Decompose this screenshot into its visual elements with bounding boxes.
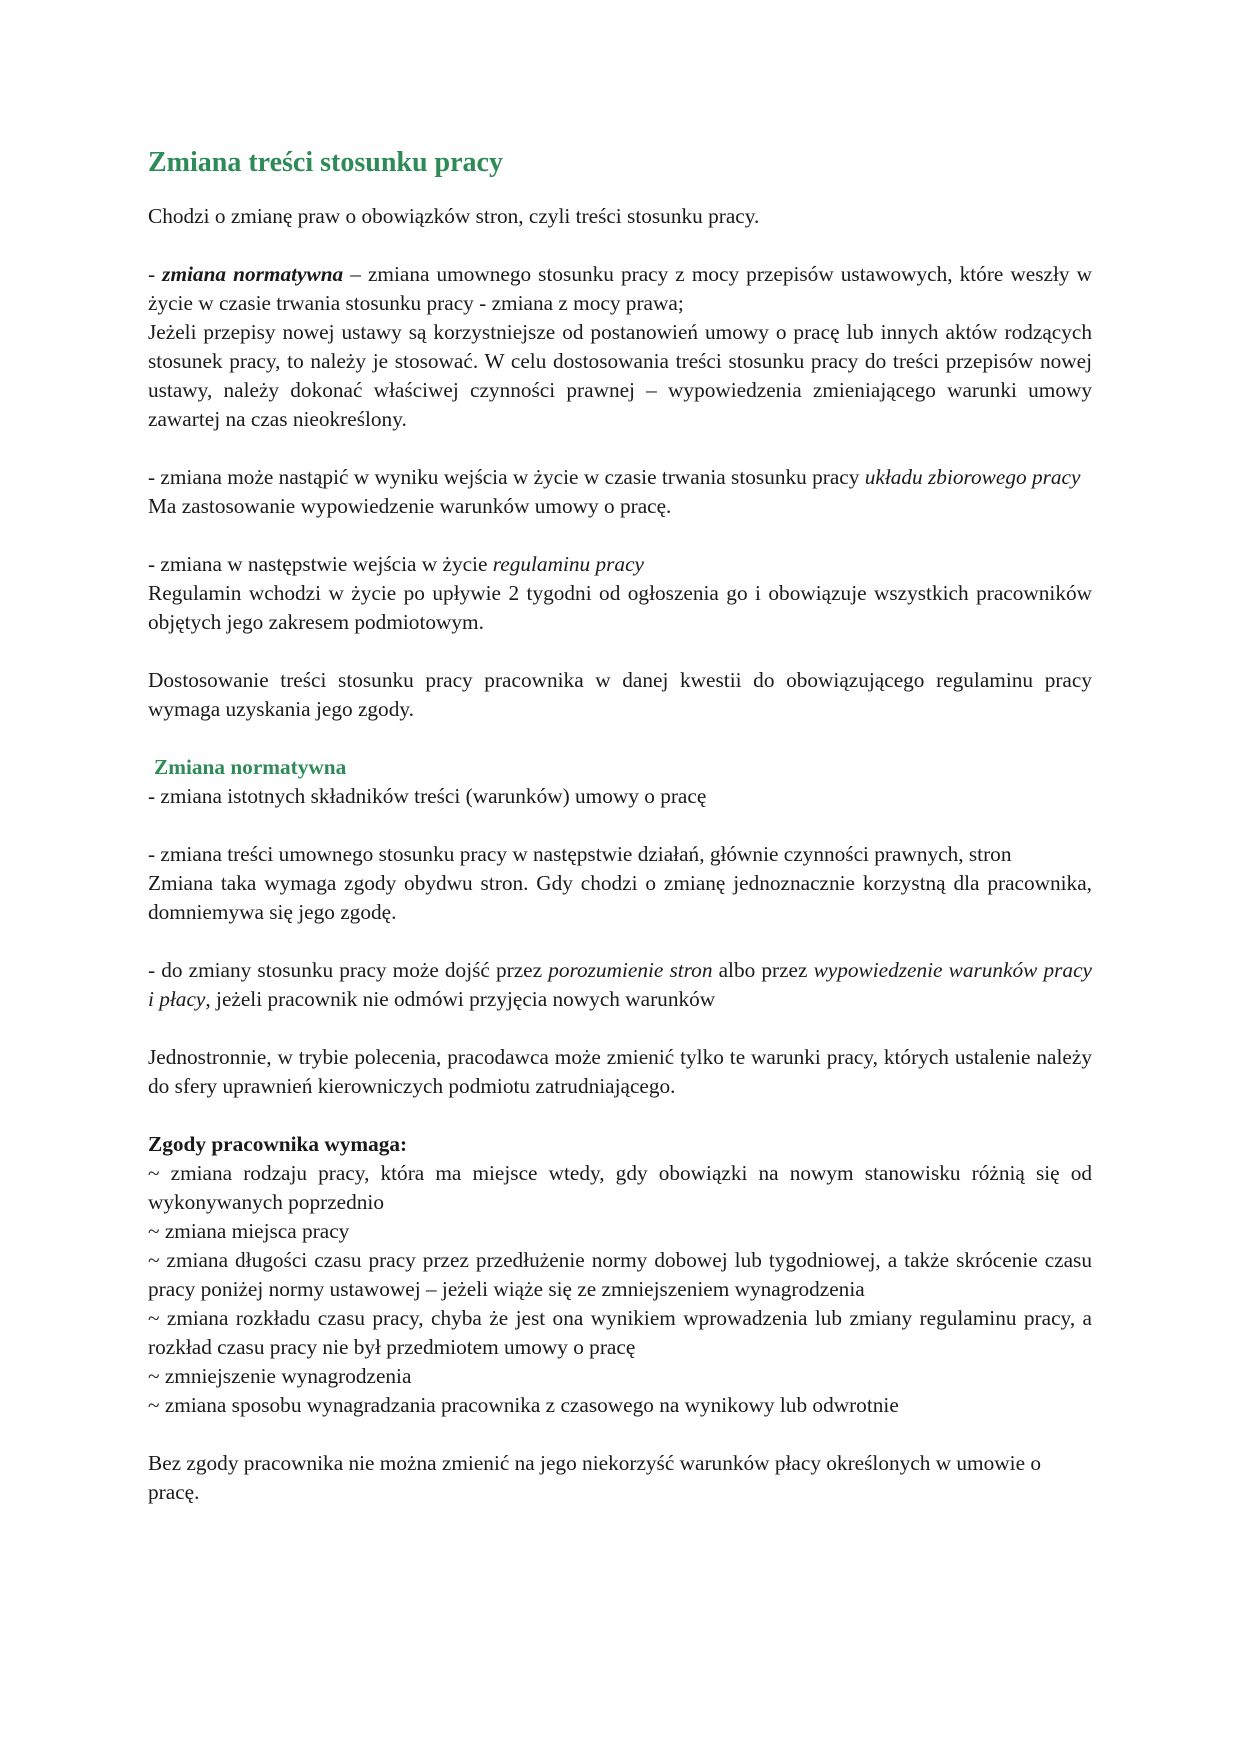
work-regulations-details: Regulamin wchodzi w życie po upływie 2 tygodni od ogłoszenia go i obowiązuje wszystkich pracowników objętych jego zakresem podmiotowym. xyxy=(148,581,1092,634)
consent-item: ~ zmiana sposobu wynagradzania pracownika z czasowego na wynikowy lub odwrotnie xyxy=(148,1393,899,1417)
mutual-agreement-term: porozumienie stron xyxy=(548,958,713,982)
final-paragraph: Bez zgody pracownika nie można zmienić na jego niekorzyść warunków płacy określonych w umowie o pracę. xyxy=(148,1451,1041,1504)
consent-item: ~ zmiana długości czasu pracy przez przedłużenie normy dobowej lub tygodniowej, a także skrócenie czasu pracy poniżej normy ustawowej – jeżeli wiąże się ze zmniejszeniem wynagrodzenia xyxy=(148,1248,1092,1301)
consent-heading: Zgody pracownika wymaga: xyxy=(148,1132,408,1156)
collective-agreement-paragraph: - zmiana może nastąpić w wyniku wejścia w życie w czasie trwania stosunku pracy układu zbiorowego pracy xyxy=(148,465,1081,489)
consent-item: ~ zmiana rodzaju pracy, która ma miejsce wtedy, gdy obowiązki na nowym stanowisku różnią się od wykonywanych poprzednio xyxy=(148,1161,1092,1214)
consent-item: ~ zmiana rozkładu czasu pracy, chyba że jest ona wynikiem wprowadzenia lub zmiany regulaminu pracy, a rozkład czasu pracy nie był przedmiotem umowy o pracę xyxy=(148,1306,1092,1359)
unilateral-change-paragraph: Jednostronnie, w trybie polecenia, pracodawca może zmienić tylko te warunki pracy, których ustalenie należy do sfery uprawnień kierowniczych podmiotu zatrudniającego. xyxy=(148,1045,1092,1098)
intro-paragraph: Chodzi o zmianę praw o obowiązków stron, czyli treści stosunku pracy. xyxy=(148,204,760,228)
contractual-change-details: Zmiana taka wymaga zgody obydwu stron. Gdy chodzi o zmianę jednoznacznie korzystną dla pracownika, domniemywa się jego zgodę. xyxy=(148,871,1092,924)
normative-change-paragraph: - zmiana normatywna – zmiana umownego stosunku pracy z mocy przepisów ustawowych, które weszły w życie w czasie trwania stosunku pracy - zmiana z mocy prawa; xyxy=(148,262,1092,315)
work-regulations-term: regulaminu pracy xyxy=(492,552,644,576)
normative-change-details: Jeżeli przepisy nowej ustawy są korzystniejsze od postanowień umowy o pracę lub innych aktów rodzących stosunek pracy, to należy je stosować. W celu dostosowania treści stosunku pracy do treści przepisów nowej ustawy, należy dokonać właściwej czynności prawnej – wypowiedzenia zmieniającego warunki umowy zawartej na czas nieokreślony. xyxy=(148,320,1092,431)
notice-of-change-term: wypowiedzenie warunków pracy i płacy xyxy=(148,958,1092,1011)
document-title: Zmiana treści stosunku pracy xyxy=(148,147,503,178)
adjustment-paragraph: Dostosowanie treści stosunku pracy pracownika w danej kwestii do obowiązującego regulaminu pracy wymaga uzyskania jego zgody. xyxy=(148,668,1092,721)
collective-agreement-term: układu zbiorowego pracy xyxy=(864,465,1081,489)
change-methods-paragraph: - do zmiany stosunku pracy może dojść przez porozumienie stron albo przez wypowiedzenie warunków pracy i płacy, jeżeli pracownik nie odmówi przyjęcia nowych warunków xyxy=(148,958,1092,1011)
work-regulations-paragraph: - zmiana w następstwie wejścia w życie regulaminu pracy xyxy=(148,552,644,576)
consent-item: ~ zmniejszenie wynagrodzenia xyxy=(148,1364,412,1388)
contractual-change-paragraph: - zmiana treści umownego stosunku pracy w następstwie działań, głównie czynności prawnych, stron xyxy=(148,842,1012,866)
section-subheading: Zmiana normatywna xyxy=(154,755,347,779)
collective-agreement-details: Ma zastosowanie wypowiedzenie warunków umowy o pracę. xyxy=(148,494,672,518)
normative-change-term: zmiana normatywna xyxy=(162,262,344,286)
essential-components-paragraph: - zmiana istotnych składników treści (warunków) umowy o pracę xyxy=(148,784,707,808)
consent-item: ~ zmiana miejsca pracy xyxy=(148,1219,350,1243)
document-page xyxy=(148,146,1092,1507)
